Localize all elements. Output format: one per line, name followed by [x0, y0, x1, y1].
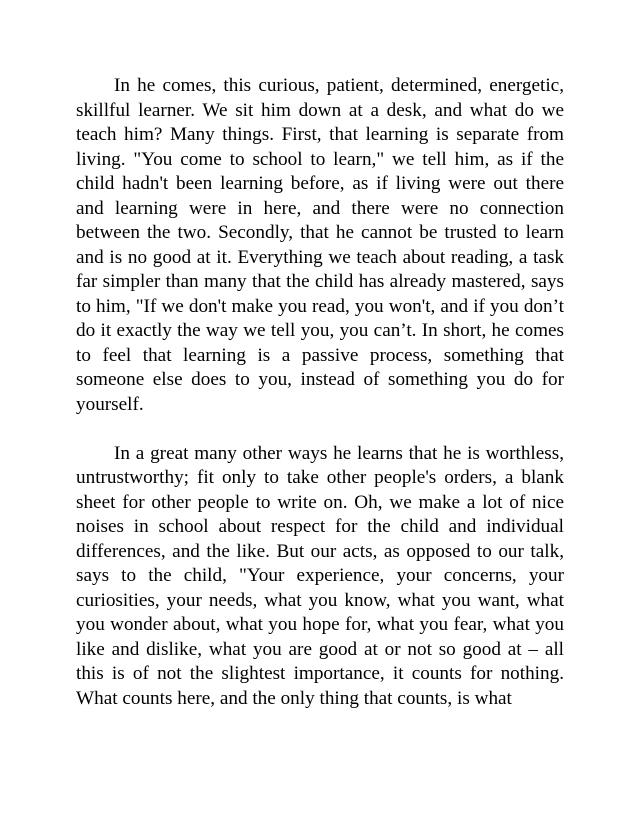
- paragraph-2: In a great many other ways he learns that he is worthless, untrustworthy; fit only to take other people's orders, a blank sheet for other people to write on. Oh, we make a lot of nice noises in school about respect for the child and individual differences, and the like. But our acts, as opposed to our talk, says to the child, "Your experience, your concerns, your curiosities, your needs, what you know, what you want, what you wonder about, what you hope for, what you fear, what you like and dislike, what you are good at or not so good at – all this is of not the slightest importance, it counts for nothing. What counts here, and the only thing that counts, is what: [76, 442, 564, 709]
- paragraph-1: In he comes, this curious, patient, determined, energetic, skillful learner. We sit him down at a desk, and what do we teach him? Many things. First, that learning is separate from living. "You come to school to learn," we tell him, as if the child hadn't been learning before, as if living were out there and learning were in here, and there were no connection between the two. Secondly, that he cannot be trusted to learn and is no good at it. Everything we teach about reading, a task far simpler than many that the child has already mastered, says to him, "If we don't make you read, you won't, and if you don’t do it exactly the way we tell you, you can’t. In short, he comes to feel that learning is a passive process, something that someone else does to you, instead of something you do for yourself.: [76, 75, 564, 415]
- document-body: [76, 74, 564, 711]
